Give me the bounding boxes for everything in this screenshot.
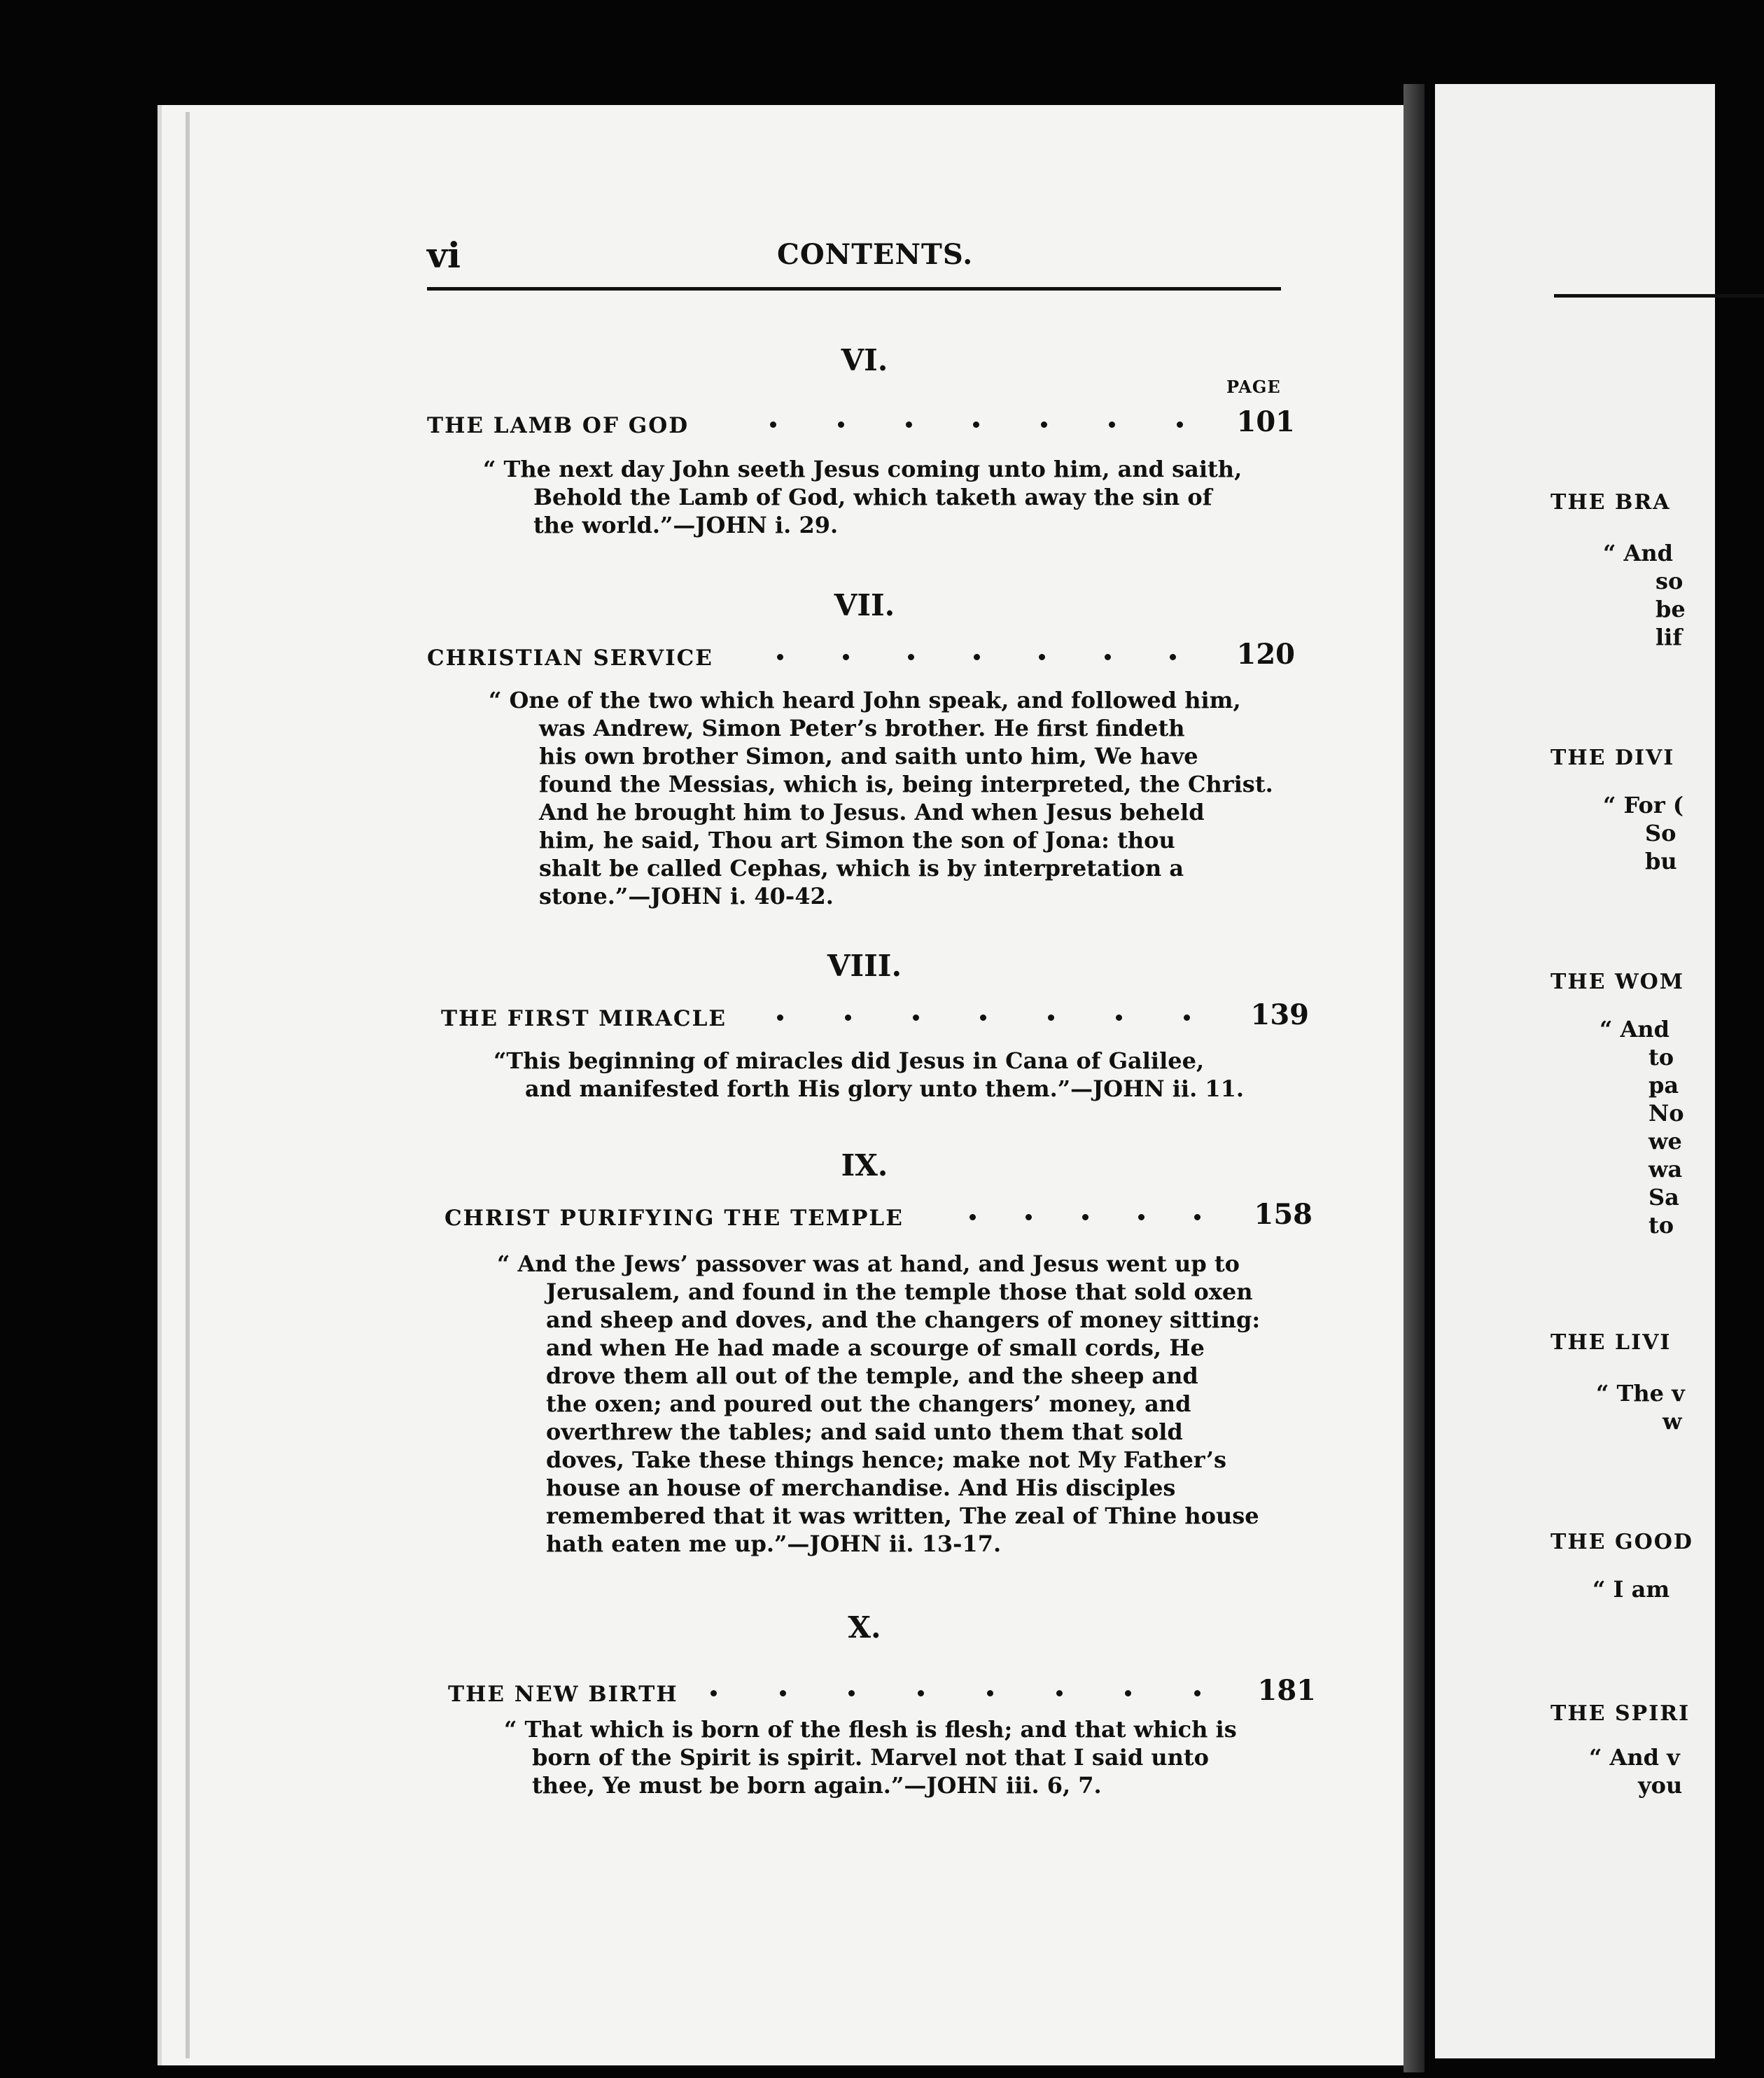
scripture-quote	[497, 1250, 1260, 1558]
quote-line: and manifested forth His glory unto them.”—JOHN ii. 11.	[525, 1075, 1245, 1102]
contents-entry	[448, 1673, 1316, 1707]
facing-entry-title: THE SPIRI	[1550, 1701, 1690, 1726]
chapter-numeral: VI.	[841, 343, 888, 377]
quote-line: “ One of the two which heard John speak, and followed him,	[489, 687, 1241, 713]
facing-entry-title: THE WOM	[1550, 970, 1685, 994]
contents-entry	[444, 1197, 1312, 1231]
facing-text: bu	[1645, 848, 1677, 874]
quote-line: the world.”—JOHN i. 29.	[533, 512, 839, 538]
contents-entry	[441, 998, 1309, 1031]
quote-line: doves, Take these things hence; make not My Father’s	[546, 1446, 1226, 1473]
chapter-numeral: IX.	[841, 1148, 888, 1183]
facing-text: to	[1648, 1044, 1674, 1071]
scripture-quote	[489, 686, 1273, 910]
quote-line: remembered that it was written, The zeal of Thine house	[546, 1502, 1259, 1529]
facing-text: to	[1648, 1212, 1674, 1239]
page-column-label: PAGE	[1226, 377, 1281, 397]
quote-line: Behold the Lamb of God, which taketh away the sin of	[533, 484, 1212, 510]
facing-text: So	[1645, 820, 1676, 846]
quote-line: “This beginning of miracles did Jesus in Cana of Galilee,	[493, 1047, 1205, 1074]
facing-text: “ For (	[1603, 792, 1684, 818]
facing-entry-title: THE LIVI	[1550, 1330, 1672, 1355]
page-number: 139	[1250, 998, 1309, 1031]
facing-text: “ The v	[1596, 1380, 1685, 1407]
quote-line: “ And the Jews’ passover was at hand, and Jesus went up to	[497, 1250, 1240, 1277]
page-number: 120	[1236, 638, 1295, 671]
dot-leaders	[710, 1690, 1200, 1704]
facing-text: be	[1656, 596, 1686, 622]
quote-line: hath eaten me up.”—JOHN ii. 13-17.	[546, 1530, 1002, 1557]
dot-leaders	[770, 421, 1183, 435]
quote-line: and sheep and doves, and the changers of money sitting:	[546, 1306, 1261, 1333]
contents-entry	[427, 405, 1295, 438]
quote-line: the oxen; and poured out the changers’ money, and	[546, 1390, 1191, 1417]
page-header	[427, 231, 1281, 276]
dot-leaders	[777, 1014, 1190, 1028]
facing-entry-title: THE DIVI	[1550, 746, 1675, 770]
facing-text: “ And	[1603, 540, 1674, 566]
quote-line: and when He had made a scourge of small cords, He	[546, 1334, 1205, 1361]
header-rule	[427, 287, 1281, 291]
facing-text: w	[1662, 1408, 1682, 1435]
facing-text: lif	[1656, 624, 1683, 650]
chapter-numeral: VIII.	[827, 949, 902, 983]
page-number: 158	[1254, 1198, 1312, 1231]
facing-text: “ And v	[1589, 1744, 1680, 1771]
facing-entry-title: THE BRA	[1550, 490, 1671, 515]
running-head: CONTENTS.	[777, 238, 974, 271]
quote-line: him, he said, Thou art Simon the son of Jona: thou	[539, 827, 1175, 853]
facing-page	[1435, 84, 1715, 2058]
quote-line: “ The next day John seeth Jesus coming unto him, and saith,	[483, 456, 1242, 482]
dot-leaders	[777, 654, 1176, 668]
facing-text: wa	[1648, 1156, 1683, 1183]
facing-text: “ I am	[1592, 1576, 1670, 1603]
quote-line: “ That which is born of the flesh is flesh; and that which is	[504, 1716, 1237, 1743]
chapter-title: THE LAMB OF GOD	[427, 413, 690, 438]
quote-line: born of the Spirit is spirit. Marvel not that I said unto	[532, 1744, 1209, 1771]
chapter-title: THE FIRST MIRACLE	[441, 1006, 727, 1031]
facing-entry-title: THE GOOD	[1550, 1530, 1693, 1554]
chapter-numeral: X.	[848, 1610, 881, 1645]
facing-header-rule	[1554, 294, 1764, 298]
folio: vi	[427, 235, 461, 276]
chapter-numeral: VII.	[834, 588, 895, 622]
contents-entry	[427, 637, 1295, 671]
chapter-title: CHRIST PURIFYING THE TEMPLE	[444, 1206, 904, 1231]
facing-text: so	[1656, 568, 1684, 594]
quote-line: shalt be called Cephas, which is by interpretation a	[539, 855, 1184, 881]
quote-line: drove them all out of the temple, and the sheep and	[546, 1362, 1198, 1389]
quote-line: house an house of merchandise. And His disciples	[546, 1474, 1176, 1501]
quote-line: overthrew the tables; and said unto them that sold	[546, 1418, 1183, 1445]
dot-leaders	[969, 1214, 1200, 1228]
scripture-quote	[504, 1715, 1237, 1799]
page-number: 101	[1236, 405, 1295, 438]
facing-text: No	[1648, 1100, 1684, 1127]
scripture-quote	[493, 1047, 1244, 1103]
quote-line: stone.”—JOHN i. 40-42.	[539, 883, 834, 909]
chapter-title: CHRISTIAN SERVICE	[427, 646, 713, 671]
page-edge	[186, 112, 190, 2058]
facing-text: Sa	[1648, 1184, 1679, 1211]
quote-line: thee, Ye must be born again.”—JOHN iii. 6, 7.	[532, 1772, 1102, 1799]
facing-text: pa	[1648, 1072, 1679, 1099]
scripture-quote	[483, 455, 1242, 539]
quote-line: Jerusalem, and found in the temple those that sold oxen	[546, 1278, 1253, 1305]
chapter-title: THE NEW BIRTH	[448, 1682, 678, 1707]
facing-text: “ And	[1600, 1016, 1670, 1043]
gutter-shadow	[1404, 84, 1424, 2072]
quote-line: found the Messias, which is, being interpreted, the Christ.	[539, 771, 1273, 797]
quote-line: his own brother Simon, and saith unto him, We have	[539, 743, 1198, 769]
facing-text: you	[1638, 1772, 1683, 1799]
quote-line: was Andrew, Simon Peter’s brother. He first findeth	[539, 715, 1185, 741]
facing-text: we	[1648, 1128, 1682, 1155]
quote-line: And he brought him to Jesus. And when Jesus beheld	[539, 799, 1205, 825]
page-number: 181	[1257, 1674, 1316, 1707]
